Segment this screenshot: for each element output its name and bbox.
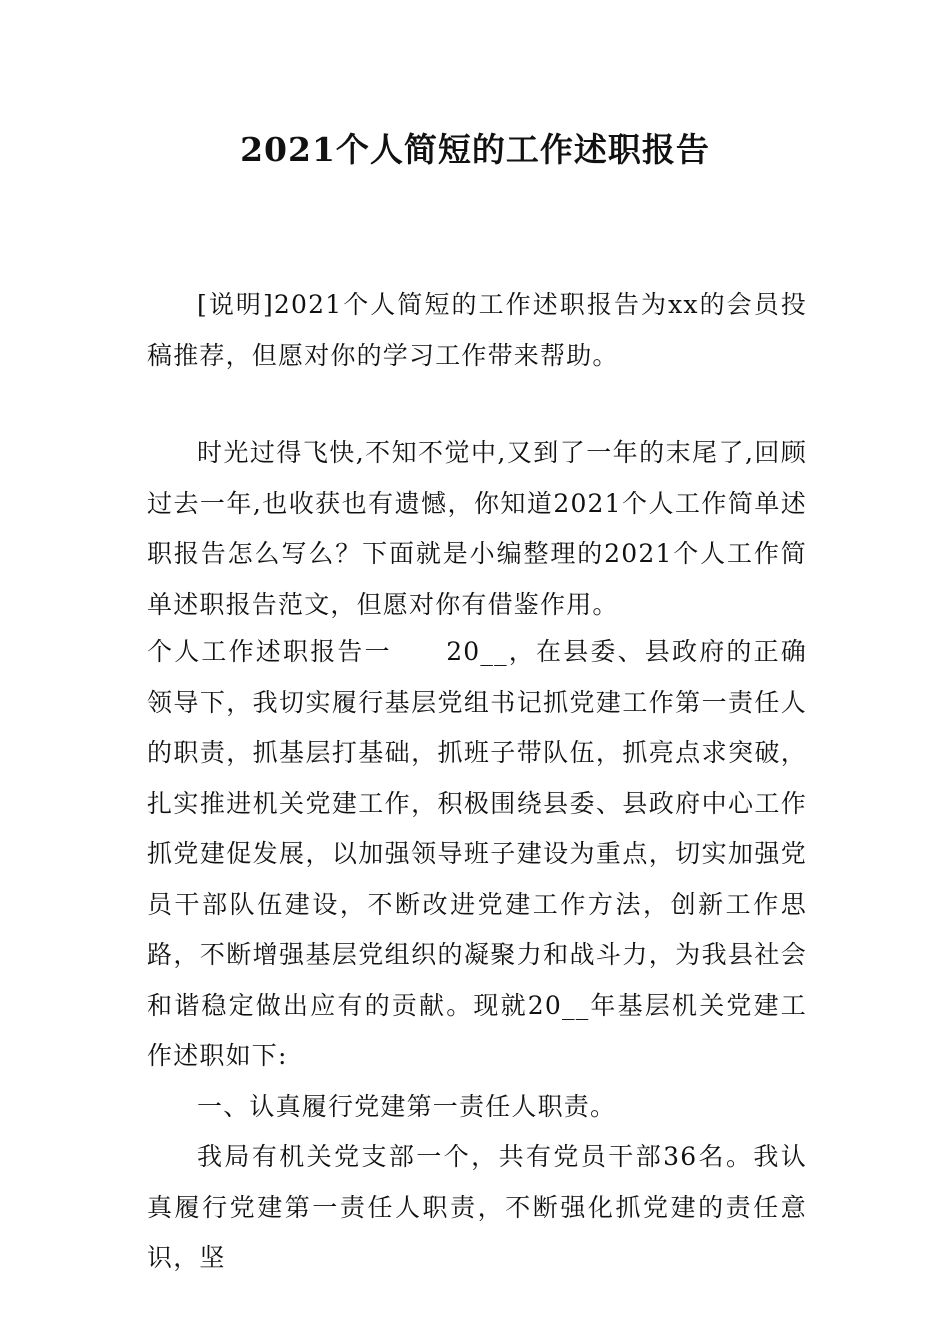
opening-paragraph <box>147 428 807 630</box>
opening-text: 时光过得飞快,不知不觉中,又到了一年的末尾了,回顾过去一年,也收获也有遗憾，你知道2021个人工作简单述职报告怎么写么？下面就是小编整理的2021个人工作简单述职报告范文，但愿对你有借鉴作用。 <box>147 438 807 619</box>
document-title: 2021个人简短的工作述职报告 <box>240 130 710 169</box>
report-heading-paragraph: 个人工作述职报告一 20__，在县委、县政府的正确领导下，我切实履行基层党组书记抓党建工作第一责任人的职责，抓基层打基础，抓班子带队伍，抓亮点求突破，扎实推进机关党建工作，积极围绕县委、县政府中心工作抓党建促发展，以加强领导班子建设为重点，切实加强党员干部队伍建设，不断改进党建工作方法，创新工作思路，不断增强基层党组织的凝聚力和战斗力，为我县社会和谐稳定做出应有的贡献。现就20__年基层机关党建工作述职如下: <box>147 637 807 1070</box>
intro-text: [说明]2021个人简短的工作述职报告为xx的会员投稿推荐，但愿对你的学习工作带来帮助。 <box>147 290 807 370</box>
report-body <box>147 627 807 1284</box>
section-1-heading: 一、认真履行党建第一责任人职责。 <box>197 1091 617 1121</box>
section-1-body: 我局有机关党支部一个，共有党员干部36名。我认真履行党建第一责任人职责，不断强化抓党建的责任意识，坚 <box>147 1142 807 1272</box>
intro-paragraph <box>147 280 807 381</box>
